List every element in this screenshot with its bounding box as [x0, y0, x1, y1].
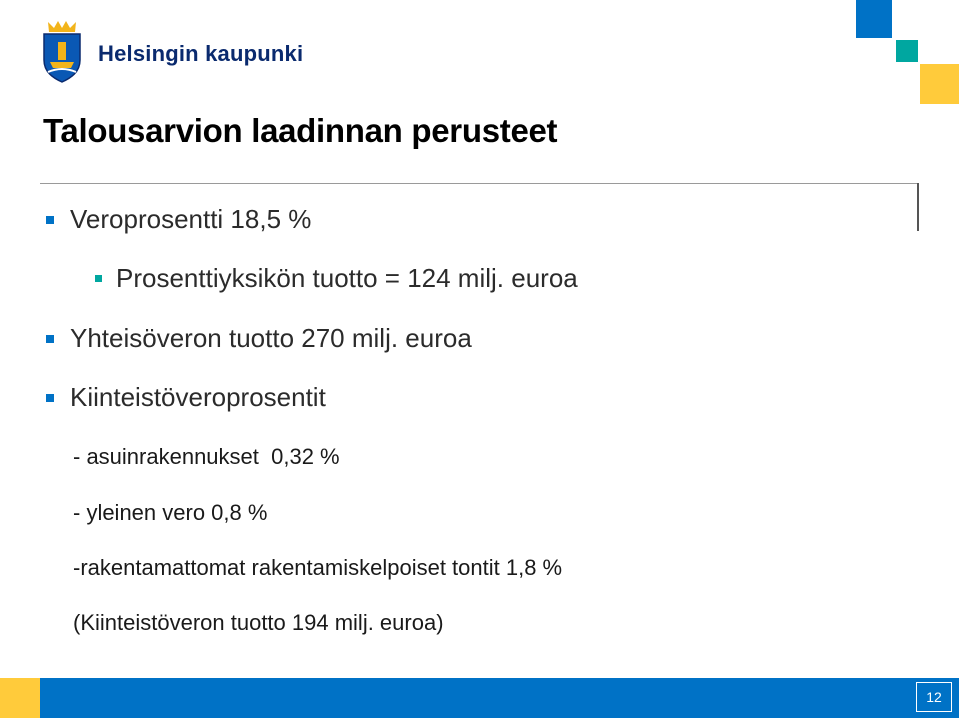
- line-yleinen-vero: - yleinen vero 0,8 %: [73, 500, 268, 525]
- slide-title: Talousarvion laadinnan perusteet: [43, 112, 558, 149]
- bullet-kiinteistovero: [46, 382, 326, 413]
- bullet-text: Veroprosentti 18,5 %: [70, 204, 312, 234]
- line-kiinteistovero-tuotto: (Kiinteistöveron tuotto 194 milj. euroa): [73, 610, 444, 635]
- bullet-yhteisovero: [46, 323, 472, 354]
- decor-square-blue: [856, 0, 892, 38]
- bullet-square-icon: [95, 275, 102, 282]
- helsinki-crest-icon: [40, 18, 84, 84]
- bullet-text: Prosenttiyksikön tuotto = 124 milj. euroa: [116, 263, 578, 293]
- footer-bar: [0, 678, 959, 718]
- org-name: Helsingin kaupunki: [98, 41, 304, 66]
- decor-square-teal: [896, 40, 918, 62]
- title-divider-end: [917, 183, 919, 231]
- decor-square-yellow: [920, 64, 959, 104]
- line-asuinrakennukset: - asuinrakennukset 0,32 %: [73, 444, 340, 469]
- bullet-text: Yhteisöveron tuotto 270 milj. euroa: [70, 323, 472, 353]
- bullet-text: Kiinteistöveroprosentit: [70, 382, 326, 412]
- footer-accent: [0, 678, 40, 718]
- bullet-veroprosentti: [46, 204, 311, 235]
- title-divider: [40, 183, 918, 184]
- bullet-square-icon: [46, 394, 54, 402]
- bullet-prosenttiyksikko: [95, 263, 578, 294]
- header-logo: [40, 18, 303, 84]
- bullet-square-icon: [46, 335, 54, 343]
- line-rakentamattomat: -rakentamattomat rakentamiskelpoiset tontit 1,8 %: [73, 555, 563, 580]
- bullet-square-icon: [46, 216, 54, 224]
- page-number: 12: [916, 682, 952, 712]
